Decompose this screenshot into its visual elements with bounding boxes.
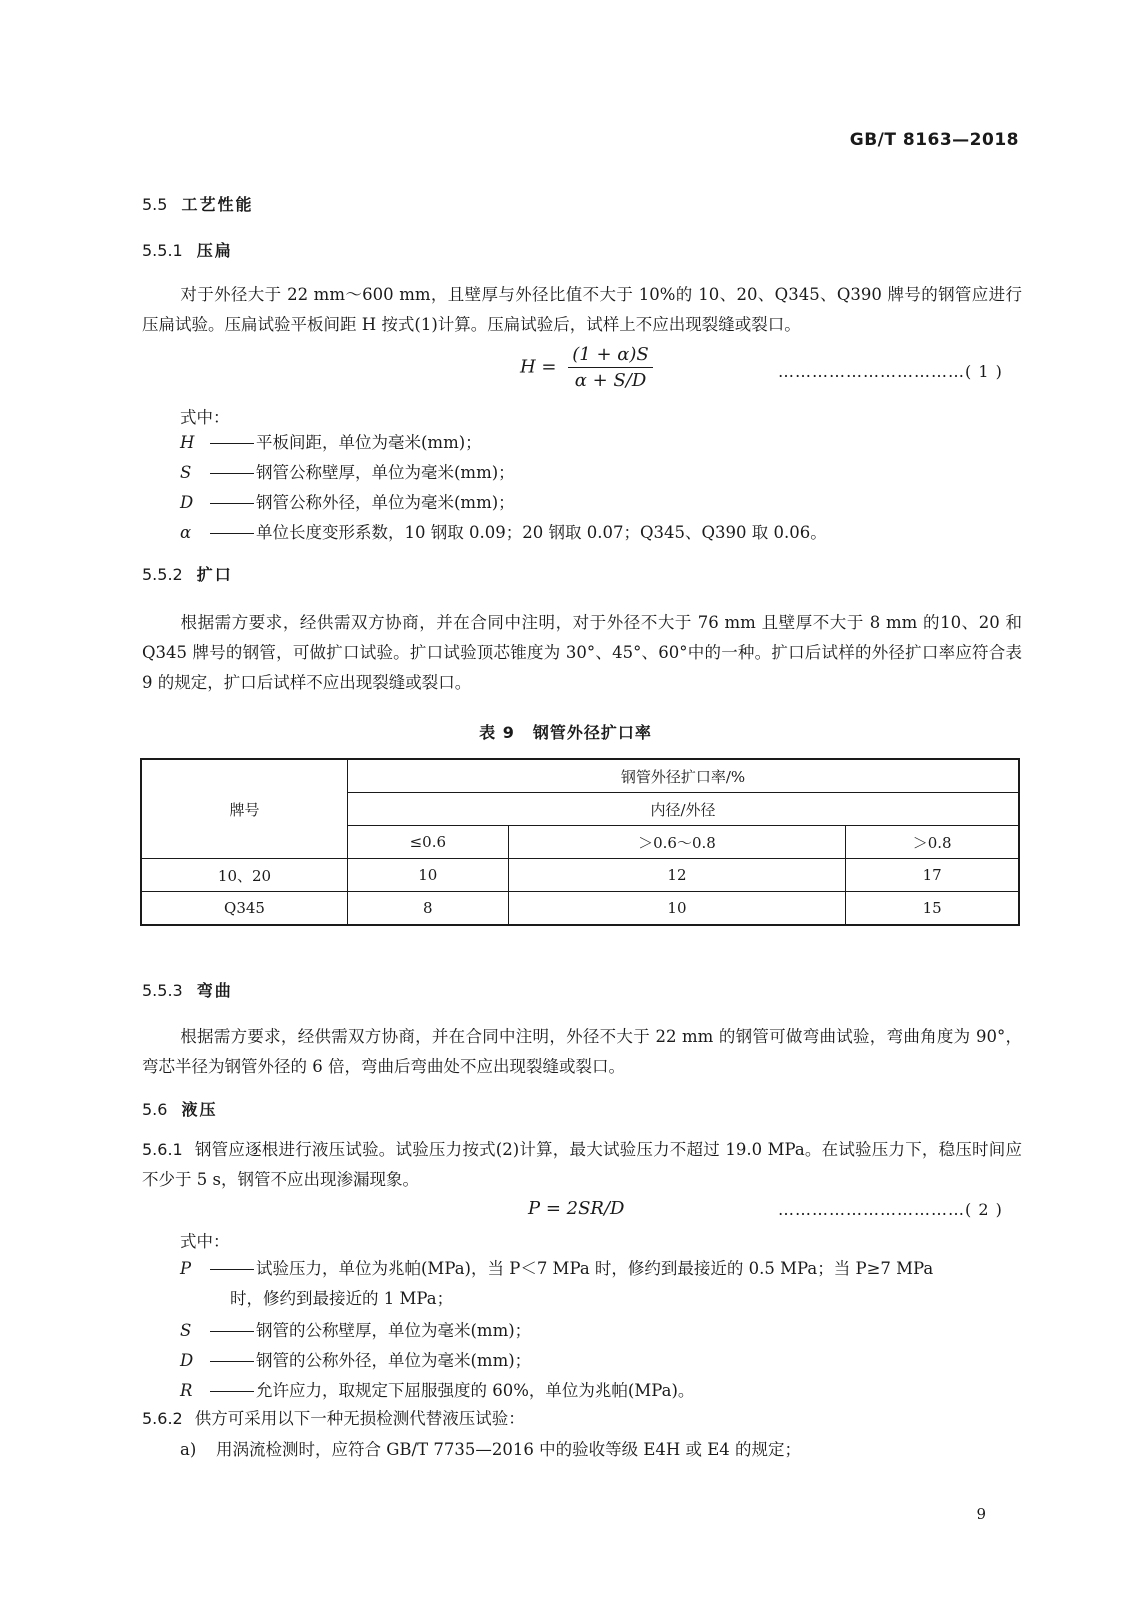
definition-continuation: 时，修约到最接近的 1 MPa； — [230, 1289, 454, 1308]
symbol: R — [180, 1381, 193, 1400]
formula-2: P = 2SR/D — [528, 1198, 625, 1219]
definition-row — [180, 1254, 1020, 1314]
section-heading-5-5-2 — [142, 562, 233, 585]
definition-row — [180, 1346, 1020, 1376]
definition-text: 单位长度变形系数，10 钢取 0.09；20 钢取 0.07；Q345、Q390 取 0.06。 — [256, 523, 827, 542]
definition-row — [180, 1376, 1020, 1406]
paragraph-5-6-1 — [142, 1135, 1022, 1195]
section-heading-5-6 — [142, 1097, 217, 1120]
where-label: 式中： — [180, 408, 230, 427]
em-dash — [210, 1391, 254, 1392]
column-header: ＞0.6～0.8 — [508, 826, 846, 859]
column-header: ≤0.6 — [348, 826, 509, 859]
header-rate: 钢管外径扩口率/% — [348, 759, 1020, 793]
eq-no: ( 1 ) — [965, 362, 1003, 381]
section-heading-5-5 — [142, 192, 253, 215]
section-number: 5.5.2 — [142, 565, 183, 584]
table-caption — [0, 720, 1131, 743]
definition-row — [180, 1316, 1020, 1346]
table-row — [141, 892, 1019, 926]
section-number: 5.5.3 — [142, 981, 183, 1000]
value-cell: 8 — [348, 892, 509, 926]
definition-text: 钢管公称外径，单位为毫米(mm)； — [256, 493, 515, 512]
em-dash — [210, 1331, 254, 1332]
definition-text: 钢管的公称壁厚，单位为毫米(mm)； — [256, 1321, 532, 1340]
em-dash — [210, 443, 254, 444]
em-dash — [210, 533, 254, 534]
definition-text: 试验压力，单位为兆帕(MPa)，当 P＜7 MPa 时，修约到最接近的 0.5 MPa；当 P≥7 MPa — [256, 1259, 934, 1278]
value-cell: 10 — [348, 859, 509, 892]
section-title: 压扁 — [196, 241, 233, 260]
section-number: 5.6 — [142, 1100, 168, 1119]
list-item-text: 用涡流检测时，应符合 GB/T 7735—2016 中的验收等级 E4H 或 E4 的规定； — [216, 1440, 802, 1459]
formula-numerator: (1 + α)S — [568, 344, 653, 368]
table-title: 钢管外径扩口率 — [532, 723, 652, 742]
value-cell: 12 — [508, 859, 846, 892]
list-item-label: a) — [180, 1440, 197, 1459]
em-dash — [210, 1361, 254, 1362]
where-label: 式中： — [180, 1232, 230, 1251]
standard-number: GB/T 8163—2018 — [849, 130, 1019, 150]
table-row — [141, 859, 1019, 892]
formula-fraction — [568, 344, 653, 391]
value-cell: 10 — [508, 892, 846, 926]
section-number: 5.5 — [142, 195, 168, 214]
symbol: S — [180, 1321, 192, 1340]
formula-denominator: α + S/D — [574, 370, 647, 391]
symbol: S — [180, 463, 192, 482]
symbol: α — [180, 523, 192, 542]
em-dash — [210, 503, 254, 504]
value-cell: 17 — [846, 859, 1019, 892]
formula-1 — [520, 344, 653, 391]
section-title: 工艺性能 — [181, 195, 254, 214]
em-dash — [210, 1269, 254, 1270]
section-heading-5-5-1 — [142, 238, 233, 261]
paragraph-5-5-2 — [142, 608, 1022, 698]
leader-dots: …………………………… — [778, 362, 965, 381]
paragraph-text: 钢管应逐根进行液压试验。试验压力按式(2)计算，最大试验压力不超过 19.0 MPa。在试验压力下，稳压时间应不少于 5 s，钢管不应出现渗漏现象。 — [142, 1140, 1022, 1189]
section-title: 扩口 — [196, 565, 233, 584]
paragraph-text: 根据需方要求，经供需双方协商，并在合同中注明，对于外径不大于 76 mm 且壁厚不大于 8 mm 的10、20 和 Q345 牌号的钢管，可做扩口试验。扩口试验顶芯锥度为 30°、45°、60°中的一种。扩口后试样的外径扩口率应符合表 9 的规定，扩口后试样不应出现裂缝或裂口。 — [142, 613, 1022, 692]
definition-text: 钢管的公称外径，单位为毫米(mm)； — [256, 1351, 532, 1370]
list-item — [180, 1436, 801, 1460]
header-grade: 牌号 — [141, 759, 348, 859]
column-header: ＞0.8 — [846, 826, 1019, 859]
symbol: P — [180, 1259, 192, 1278]
expansion-rate-table — [140, 758, 1020, 926]
section-number: 5.5.1 — [142, 241, 183, 260]
symbol: D — [180, 493, 194, 512]
section-title: 液压 — [181, 1100, 218, 1119]
paragraph-5-5-1 — [142, 280, 1022, 340]
value-cell: 15 — [846, 892, 1019, 926]
symbol: D — [180, 1351, 194, 1370]
equation-number-1 — [778, 362, 1003, 381]
definition-row — [180, 488, 1020, 518]
grade-cell: 10、20 — [141, 859, 348, 892]
section-number: 5.6.2 — [142, 1409, 183, 1428]
formula-lhs: H = — [520, 356, 557, 378]
leader-dots: …………………………… — [778, 1200, 965, 1219]
paragraph-text: 根据需方要求，经供需双方协商，并在合同中注明，外径不大于 22 mm 的钢管可做弯曲试验，弯曲角度为 90°，弯芯半径为钢管外径的 6 倍，弯曲后弯曲处不应出现裂缝或裂口。 — [142, 1027, 1022, 1076]
definition-text: 平板间距，单位为毫米(mm)； — [256, 433, 482, 452]
definition-text: 允许应力，取规定下屈服强度的 60%，单位为兆帕(MPa)。 — [256, 1381, 695, 1400]
definition-row — [180, 518, 1020, 548]
definition-row — [180, 458, 1020, 488]
table-number: 表 9 — [479, 723, 515, 742]
definition-text: 钢管公称壁厚，单位为毫米(mm)； — [256, 463, 515, 482]
grade-cell: Q345 — [141, 892, 348, 926]
equation-number-2 — [778, 1200, 1003, 1219]
section-heading-5-5-3 — [142, 978, 233, 1001]
paragraph-5-6-2 — [142, 1404, 1022, 1434]
section-number: 5.6.1 — [142, 1140, 183, 1159]
paragraph-text: 对于外径大于 22 mm～600 mm，且壁厚与外径比值不大于 10%的 10、20、Q345、Q390 牌号的钢管应进行压扁试验。压扁试验平板间距 H 按式(1)计算。压扁试验后，试样上不应出现裂缝或裂口。 — [142, 285, 1022, 334]
em-dash — [210, 473, 254, 474]
header-ratio: 内径/外径 — [348, 793, 1020, 826]
symbol: H — [180, 433, 195, 452]
paragraph-text: 供方可采用以下一种无损检测代替液压试验： — [194, 1409, 525, 1428]
definition-row — [180, 428, 1020, 458]
page-number: 9 — [976, 1505, 986, 1523]
eq-no: ( 2 ) — [965, 1200, 1003, 1219]
paragraph-5-5-3 — [142, 1022, 1022, 1082]
section-title: 弯曲 — [196, 981, 233, 1000]
